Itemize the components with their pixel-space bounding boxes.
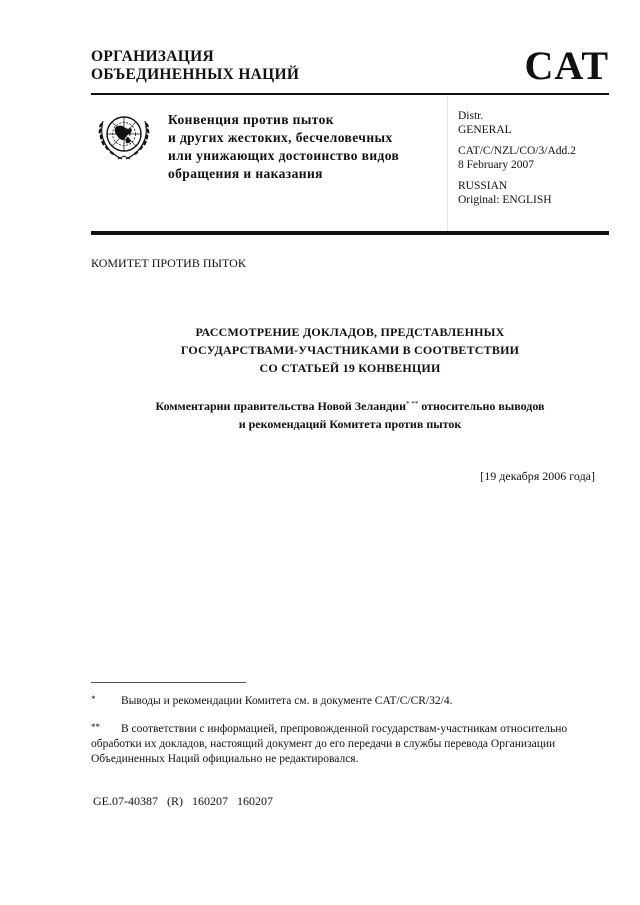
organization-name-line-1: ОРГАНИЗАЦИЯ — [91, 48, 214, 65]
organization-name — [91, 48, 299, 84]
footnote-separator — [91, 682, 246, 683]
un-emblem-icon — [94, 109, 154, 165]
subtitle — [91, 397, 609, 433]
footnote-2-text: В соответствии с информацией, препровожденной государствам-участникам относительно обработки их докладов, настоящий документ до его передачи в службы перевода Организации Объединенных Наций официально не редактировался. — [91, 723, 568, 765]
document-series-symbol: CAT — [524, 43, 609, 88]
distribution-group — [458, 110, 576, 137]
main-title — [91, 323, 609, 377]
convention-title-line-2: и других жестоких, бесчеловечных — [168, 130, 393, 145]
document-date: 8 February 2007 — [458, 158, 535, 171]
header-rule-bottom — [91, 231, 609, 235]
main-title-line-1: РАССМОТРЕНИЕ ДОКЛАДОВ, ПРЕДСТАВЛЕННЫХ — [195, 325, 505, 339]
convention-title-line-3: или унижающих достоинство видов — [168, 148, 400, 163]
footnote-reference-marks[interactable]: * ** — [406, 400, 419, 408]
footnote-1-text: Выводы и рекомендации Комитета см. в документе CAT/C/CR/32/4. — [121, 695, 453, 707]
language-group — [458, 180, 576, 207]
distribution-label: Distr. — [458, 110, 484, 122]
convention-title-line-1: Конвенция против пыток — [168, 112, 334, 127]
footnote-2-mark: ** — [91, 722, 100, 732]
footnote-1 — [91, 694, 571, 709]
convention-title — [168, 111, 399, 183]
document-language: RUSSIAN — [458, 180, 508, 192]
distribution-value: GENERAL — [458, 123, 512, 136]
subtitle-text-before: Комментарии правительства Новой Зеландии — [155, 399, 407, 413]
organization-name-line-2: ОБЪЕДИНЕННЫХ НАЦИЙ — [91, 66, 300, 83]
symbol-date-group — [458, 145, 576, 172]
original-language: Original: ENGLISH — [458, 193, 552, 206]
distribution-block — [458, 110, 576, 215]
job-number: GE.07-40387 (R) 160207 160207 — [93, 794, 273, 808]
footnote-1-mark: * — [91, 694, 96, 704]
committee-name: КОМИТЕТ ПРОТИВ ПЫТОК — [91, 256, 246, 270]
header-column-divider — [447, 96, 448, 231]
subtitle-text-after: относительно выводов — [418, 399, 545, 413]
convention-title-line-4: обращения и наказания — [168, 166, 323, 181]
subtitle-line-1 — [91, 397, 609, 415]
subtitle-line-2: и рекомендаций Комитета против пыток — [238, 417, 462, 431]
header-rule-top — [91, 93, 609, 95]
footnote-2 — [91, 722, 571, 767]
main-title-line-3: СО СТАТЬЕЙ 19 КОНВЕНЦИИ — [259, 361, 441, 375]
submission-date: [19 декабря 2006 года] — [480, 469, 595, 483]
main-title-line-2: ГОСУДАРСТВАМИ-УЧАСТНИКАМИ В СООТВЕТСТВИИ — [180, 343, 520, 357]
document-symbol: CAT/C/NZL/CO/3/Add.2 — [458, 145, 576, 157]
